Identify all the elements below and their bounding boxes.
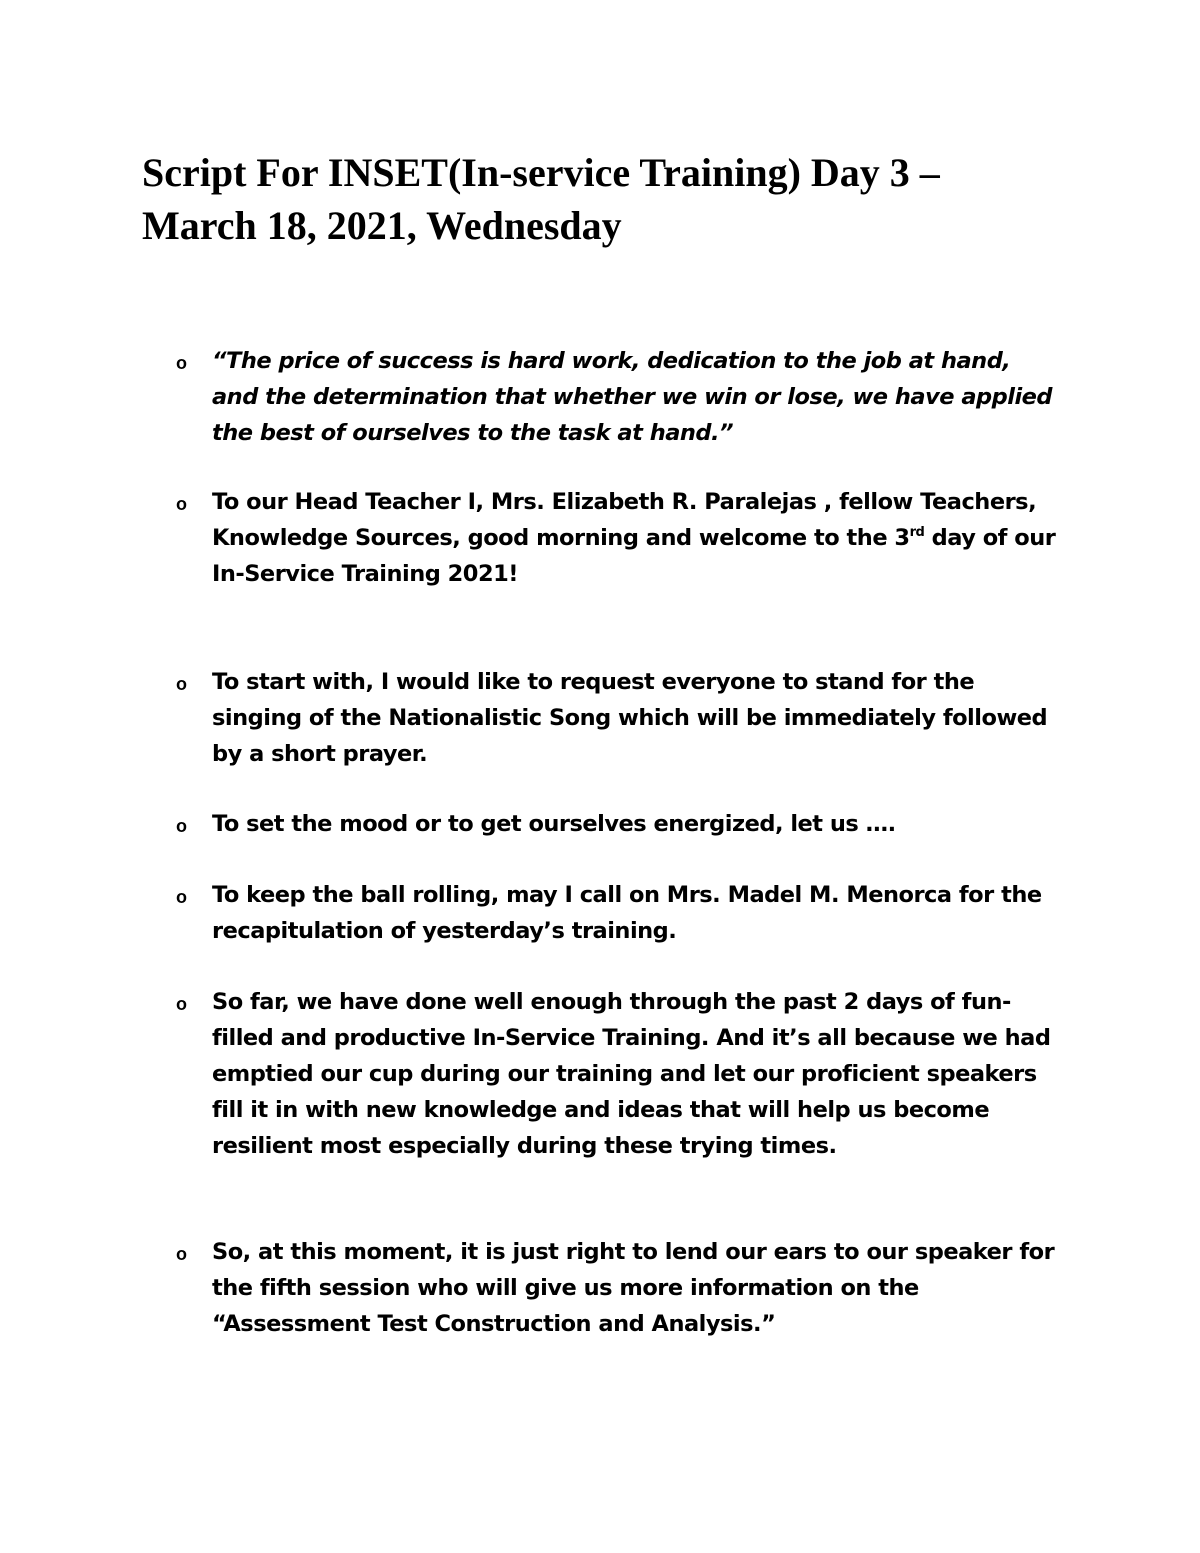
list-item-recap [176, 877, 1056, 949]
opening-song-text: To start with, I would like to request everyone to stand for the singing of the Nationalistic Song which will be immediately followed by a short prayer. [212, 669, 1048, 767]
bullet-icon: o [176, 353, 187, 373]
bullet-icon: o [176, 1244, 187, 1264]
recap-text: To keep the ball rolling, may I call on Mrs. Madel M. Menorca for the recapitulation of yesterday’s training. [212, 882, 1042, 944]
greeting-text-end: day of our In-Service Training 2021! [212, 525, 1056, 587]
list-item-progress [176, 984, 1056, 1164]
bullet-icon: o [176, 674, 187, 694]
speaker-intro-text: So, at this moment, it is just right to lend our ears to our speaker for the fifth session who will give us more information on the “Assessment Test Construction and Analysis.” [212, 1239, 1055, 1337]
list-item-quote [176, 343, 1056, 451]
energizer-text: To set the mood or to get ourselves energized, let us …. [212, 811, 896, 837]
greeting-text-start: To our Head Teacher I, Mrs. Elizabeth R. Paralejas , fellow Teachers, Knowledge Sources, good morning and welcome to the 3 [212, 489, 1037, 551]
quote-text: “The price of success is hard work, dedication to the job at hand, and the determination that whether we win or lose, we have applied the best of ourselves to the task at hand.” [212, 348, 1053, 446]
greeting-text [212, 484, 1056, 592]
bullet-icon: o [176, 887, 187, 907]
bullet-icon: o [176, 994, 187, 1014]
progress-text: So far, we have done well enough through the past 2 days of fun-filled and productive In-Service Training. And it’s all because we had emptied our cup during our training and let our proficient speakers fill it in with new knowledge and ideas that will help us become resilient most especially during these trying times. [212, 989, 1051, 1159]
list-item-greeting [176, 484, 1056, 592]
document-title: Script For INSET(In-service Training) Day 3 – March 18, 2021, Wednesday [142, 150, 940, 248]
list-item-opening-song [176, 664, 1056, 772]
ordinal-superscript: rd [909, 525, 925, 540]
bullet-icon: o [176, 816, 187, 836]
list-item-speaker-intro [176, 1234, 1056, 1342]
list-item-energizer [176, 806, 1056, 842]
bullet-icon: o [176, 494, 187, 514]
